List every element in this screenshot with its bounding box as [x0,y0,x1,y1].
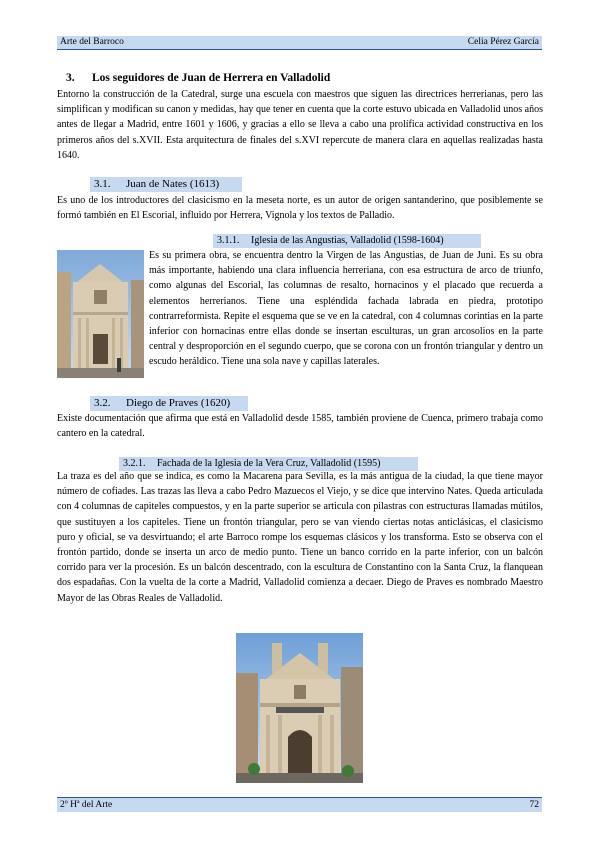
subsection-title: Diego de Praves (1620) [126,397,231,409]
subsection-number: 3.2. [94,397,111,409]
page-footer [57,797,542,812]
subsubsection-number: 3.2.1. [123,458,146,469]
vera-cruz-church-photo [236,633,363,783]
subsubsection-title: Iglesia de las Angustias, Valladolid (1598-1604) [251,235,444,246]
angustias-church-photo [57,250,144,378]
subsection-heading-nates [90,177,242,192]
section-title: Los seguidores de Juan de Herrera en Valladolid [92,72,331,84]
footer-left: 2º Hª del Arte [60,800,113,810]
subsection-number: 3.1. [94,178,111,190]
section-number: 3. [66,72,75,84]
subsubsection-title: Fachada de la Iglesia de la Vera Cruz, Valladolid (1595) [157,458,381,469]
header-right: Celia Pérez García [467,37,539,47]
page-number: 72 [529,800,539,810]
subsection-heading-praves [90,396,248,411]
subsubsection-heading-angustias [213,234,481,248]
header-left: Arte del Barroco [60,37,124,47]
subsubsection-number: 3.1.1. [217,235,240,246]
praves-paragraph: Existe documentación que afirma que está en Valladolid desde 1585, también proviene de Cuenca, primero trabaja como cantero en la catedral. [57,413,543,440]
subsection-title: Juan de Nates (1613) [126,178,220,190]
page-header [57,36,542,50]
section-heading [66,72,330,84]
intro-paragraph: Entorno la construcción de la Catedral, surge una escuela con maestros que siguen las directrices herrerianas, pero las simplifican y modifican su canon y medidas, hay que tener en cuenta que la corte estuvo ubicada en Valladolid unos años antes de llegar a Madrid, entre 1601 y 1606, y gracias a ello se lleva a cabo una prolífica actividad constructiva en los primeros años del s.XVII. Esta arquitectura de finales del s.XVI repercute de manera clara en aquellas realizadas hasta 1640. [57,89,543,161]
nates-paragraph: Es uno de los introductores del clasicismo en la meseta norte, es un autor de origen santanderino, que posiblemente se formó también en El Escorial, influido por Herrera, Vignola y los textos de Palladio. [57,195,543,222]
angustias-paragraph: Es su primera obra, se encuentra dentro la Virgen de las Angustias, de Juan de Juni. Es su obra más importante, habiendo una clara influencia herreriana, con esa estructura de arco de triunfo, como algunas del Escorial, las columnas de resalto, hornacinos y el placado que recuerda a elementos herrerianos. Tiene una espléndida fachada labrada en piedra, prototipo contrarreformista. Repite el esquema que se ve en la catedral, con 4 columnas corintias en la parte inferior con hornacinas entre ellas donde se insertan esculturas, un gran arcosolios en la parte central y desproporción en el segundo cuerpo, que se corona con un frontón triangular y dentro un escudo heráldico. Tiene una sola nave y capillas laterales. [149,250,543,368]
vera-cruz-paragraph: La traza es del año que se indica, es como la Macarena para Sevilla, es la más antigua de la ciudad, la que tiene mayor número de cofiades. Las trazas las lleva a cabo Pedro Mazuecos el Viejo, y se dice que intervino Nates. Queda articulada con 4 columnas de capiteles compuestos, y en la parte superior se articula con pilastras con estructuras llamadas mútilos, que sustituyen a los capiteles. Tiene un frontón triangular, pero se van viendo ciertas notas anticlásicas, el clasicismo puro y oficial, se va desvirtuando; el arte Barroco rompe los esquemas clásicos y los transforma. Esto se observa con el frontón partido, donde se inserta un arco de medio punto. Tiene un banco corrido en la parte inferior, con un balcón corrido para ver la procesión. Es un balcón descentrado, con la escultura de Constantino con la Santa Cruz, la flanquean dos espadañas. Con la vuelta de la corte a Madrid, Valladolid comienza a decaer. Diego de Praves es nombrado Maestro Mayor de las Obras Reales de Valladolid. [57,471,543,604]
